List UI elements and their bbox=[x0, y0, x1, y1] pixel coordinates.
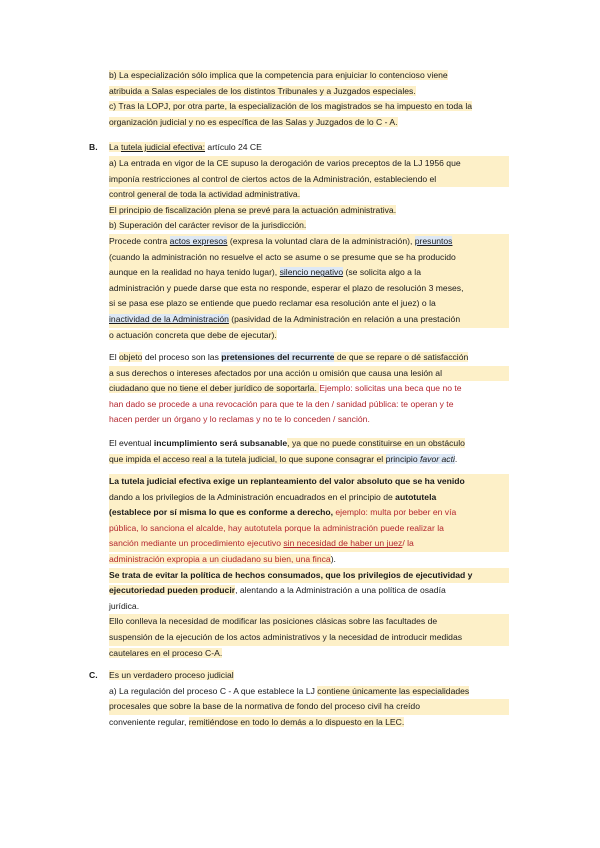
text-a-line1: a) La entrada en vigor de la CE supuso la derogación de varios preceptos de la LJ 1956 que bbox=[109, 156, 509, 172]
tut-line5c: / la bbox=[402, 538, 414, 549]
inc-3: , ya que no puede constituirse en un obstáculo bbox=[287, 438, 465, 448]
evit-line2a: ejecutoriedad pueden producir bbox=[109, 585, 236, 596]
sin-necesidad: sin necesidad de haber un juez bbox=[283, 538, 403, 549]
obj-4: de que se repare o dé satisfacción bbox=[334, 352, 469, 362]
c-a-line3b: remitiéndose en todo lo demás a lo dispuesto en la LEC. bbox=[188, 716, 405, 727]
actos-expresos: actos expresos bbox=[169, 236, 228, 246]
inc-1: El eventual bbox=[109, 438, 154, 448]
evit-line3: jurídica. bbox=[109, 600, 140, 611]
paragraph-tutela bbox=[109, 474, 509, 661]
title-post: artículo 24 CE bbox=[205, 142, 262, 152]
text-b-title: b) Superación del carácter revisor de la jurisdicción. bbox=[109, 220, 307, 231]
section-letter-c: C. bbox=[89, 670, 98, 680]
obj-2: objeto bbox=[119, 352, 143, 362]
text-c-line2: organización judicial y no es específica de las Salas y Juzgados de lo C - A. bbox=[109, 116, 398, 127]
inc-end: . bbox=[454, 453, 458, 464]
tut-line6: administración expropia a un ciudadano su bien, una finca bbox=[109, 553, 331, 564]
ello-line2: suspensión de la ejecución de los actos administrativos y la necesidad de introducir medidas bbox=[109, 630, 509, 646]
proc-line4: administración y puede darse que esta no responde, esperar el plazo de resolución 3 meses, bbox=[109, 281, 509, 297]
autotutela: autotutela bbox=[395, 491, 437, 502]
silencio-negativo: silencio negativo bbox=[279, 267, 344, 278]
text-principle: El principio de fiscalización plena se prevé para la actuación administrativa. bbox=[109, 204, 397, 215]
paragraph-procede bbox=[109, 234, 509, 343]
c-a-line1b: contiene únicamente las especialidades bbox=[317, 685, 470, 696]
ejemplo-line3: Ejemplo: solicitas una beca que no te bbox=[319, 383, 462, 394]
favor-acti: favor acti bbox=[420, 453, 455, 464]
paragraph-specialization bbox=[109, 68, 509, 130]
proc-line2: (cuando la administración no resuelve el acto se asume o se presume que se ha producido bbox=[109, 250, 509, 266]
section-letter-b: B. bbox=[89, 142, 98, 152]
evit-line1: Se trata de evitar la política de hechos consumados, que los privilegios de ejecutividad y bbox=[109, 568, 509, 584]
title-tutela: tutela judicial efectiva: bbox=[120, 142, 206, 152]
proc-2: (expresa la voluntad clara de la administración), bbox=[227, 236, 415, 246]
c-a-line2: procesales que sobre la base de la normativa de fondo del proceso civil ha creído bbox=[109, 699, 509, 715]
paragraph-ce bbox=[109, 156, 509, 234]
c-a-line3a: conveniente regular, bbox=[109, 716, 189, 727]
ejemplo-line5: hacen perder un órgano y lo reclamas y no te lo conceden / sanción. bbox=[109, 414, 370, 425]
tut-line2a: dando a los privilegios de la Administración encuadrados en el principio de bbox=[109, 491, 396, 502]
inc-principio: principio bbox=[385, 453, 421, 464]
proc-line7: o actuación concreta que debe de ejecutar). bbox=[109, 329, 277, 340]
evit-line2b: , alentando a la Administración a una política de osadía bbox=[235, 585, 446, 596]
title-pre: La bbox=[109, 142, 121, 152]
section-c-title: Es un verdadero proceso judicial bbox=[109, 670, 234, 680]
tut-line1: La tutela judicial efectiva exige un replanteamiento del valor absoluto que se ha venido bbox=[109, 474, 509, 490]
obj-1: El bbox=[109, 352, 120, 362]
paragraph-incumplimiento bbox=[109, 436, 509, 467]
obj-3: del proceso son las bbox=[142, 352, 222, 362]
c-a-line1a: a) La regulación del proceso C - A que establece la LJ bbox=[109, 685, 318, 696]
proc-line5: si se pasa ese plazo se entiende que puedo reclamar esa resolución ante el juez) o la bbox=[109, 296, 509, 312]
presuntos: presuntos bbox=[414, 236, 453, 246]
tut-line4: pública, lo sanciona el alcalde, hay autotutela porque la administración puede realizar la bbox=[109, 521, 509, 537]
paragraph-objeto bbox=[109, 350, 509, 428]
tut-line6end: ). bbox=[330, 553, 336, 564]
tut-line3b: ejemplo: multa por beber en vía bbox=[335, 507, 457, 518]
text-a-line3: control general de toda la actividad administrativa. bbox=[109, 189, 301, 200]
text-b-line1: b) La especialización sólo implica que la competencia para enjuiciar lo contencioso viene bbox=[109, 70, 448, 80]
section-b-title bbox=[109, 140, 509, 156]
proc-line6b: (pasividad de la Administración en relación a una prestación bbox=[228, 313, 461, 324]
proc-1: Procede contra bbox=[109, 236, 170, 246]
text-b-line2: atribuida a Salas especiales de los distintos Tribunales y a Juzgados especiales. bbox=[109, 85, 416, 96]
text-c-line1: c) Tras la LOPJ, por otra parte, la especialización de los magistrados se ha impuesto en toda la bbox=[109, 101, 473, 112]
ello-line3: cautelares en el proceso C-A. bbox=[109, 647, 223, 658]
obj-line3a: ciudadano que no tiene el deber jurídico de soportarla. bbox=[109, 383, 320, 394]
pretensiones: pretensiones del recurrente bbox=[221, 352, 335, 362]
ello-line1: Ello conlleva la necesidad de modificar las posiciones clásicas sobre las facultades de bbox=[109, 614, 509, 630]
tut-line5a: sanción mediante un procedimiento ejecutivo bbox=[109, 538, 284, 549]
obj-line2: a sus derechos o intereses afectados por una acción u omisión que causa una lesión al bbox=[109, 366, 509, 382]
text-a-line2: imponía restricciones al control de ciertos actos de la Administración, estableciendo el bbox=[109, 172, 509, 188]
proc-line3b: (se solicita algo a la bbox=[343, 267, 421, 278]
proc-line3a: aunque en la realidad no haya tenido lugar), bbox=[109, 267, 280, 278]
tut-line3a: (establece por sí misma lo que es conforme a derecho, bbox=[109, 507, 336, 518]
section-c bbox=[109, 668, 509, 730]
ejemplo-line4: han dado se procede a una revocación para que te la den / sanidad pública: te operan y te bbox=[109, 398, 454, 409]
inc-2: incumplimiento será subsanable bbox=[153, 438, 288, 448]
inc-line2: que impida el acceso real a la tutela judicial, lo que supone consagrar el bbox=[109, 453, 386, 464]
inactividad: inactividad de la Administración bbox=[109, 313, 229, 324]
